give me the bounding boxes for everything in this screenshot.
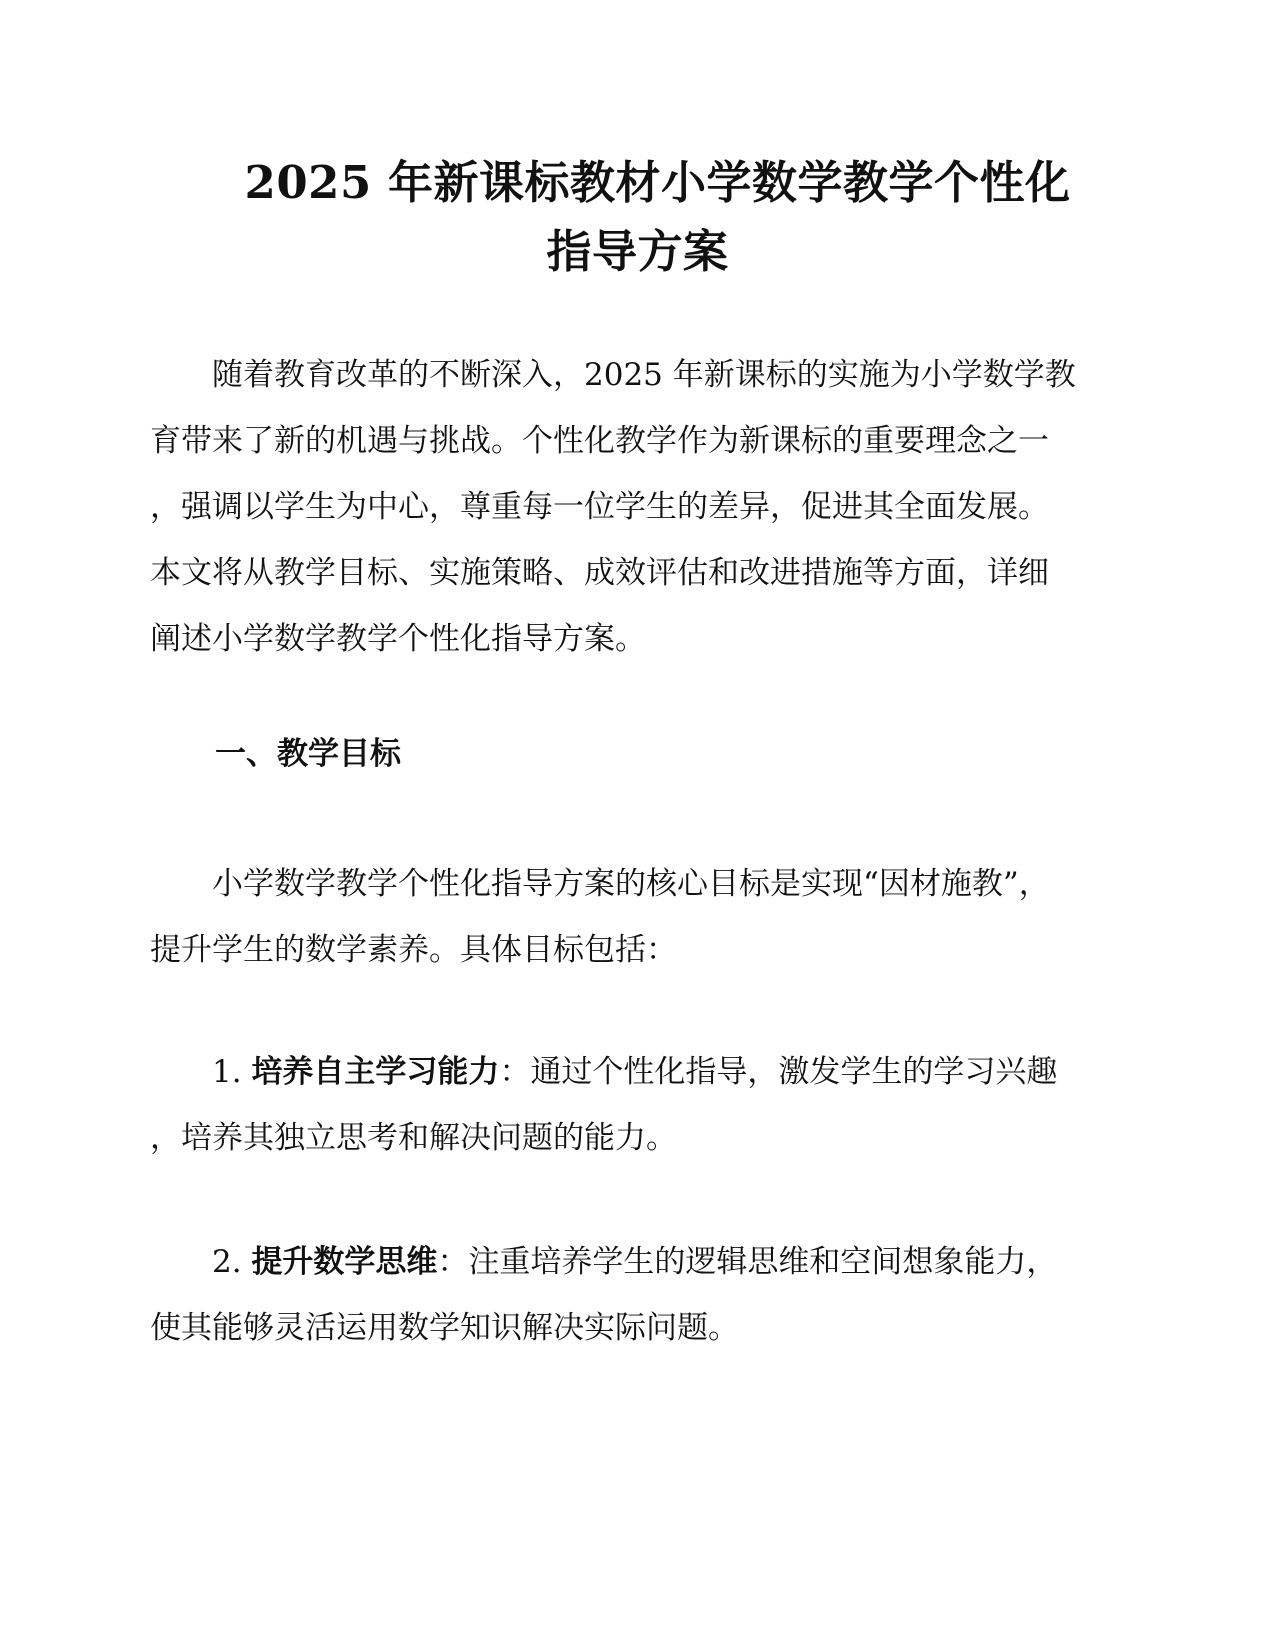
goals-paragraph: [150, 851, 1120, 983]
goal-item-colon: ：: [499, 1054, 531, 1090]
intro-paragraph: [150, 342, 1120, 672]
intro-line: 本文将从教学目标、实施策略、成效评估和改进措施等方面，详细: [150, 555, 1049, 591]
document-title-line-2: 指导方案: [546, 225, 729, 278]
goal-item-label: 提升数学思维: [251, 1244, 438, 1280]
section-heading-teaching-goals: 一、教学目标: [215, 736, 401, 772]
document-title-line-1: 2025 年新课标教材小学数学教学个性化: [244, 156, 1071, 209]
goal-item-1: [150, 1039, 1120, 1171]
goals-line: 提升学生的数学素养。具体目标包括：: [150, 932, 677, 968]
goal-item-text-continued: 使其能够灵活运用数学知识解决实际问题。: [150, 1310, 739, 1346]
intro-line: 阐述小学数学教学个性化指导方案。: [150, 621, 646, 657]
goal-item-label: 培养自主学习能力: [251, 1054, 500, 1090]
goal-item-number: 2.: [212, 1244, 242, 1280]
goal-item-number: 1.: [212, 1054, 242, 1090]
goal-item-text: 注重培养学生的逻辑思维和空间想象能力，: [468, 1244, 1058, 1280]
intro-line: 育带来了新的机遇与挑战。个性化教学作为新课标的重要理念之一: [150, 423, 1049, 459]
goal-item-text-continued: ，培养其独立思考和解决问题的能力。: [150, 1120, 677, 1156]
goal-item-text: 通过个性化指导，激发学生的学习兴趣: [530, 1054, 1058, 1090]
goal-item-colon: ：: [437, 1244, 469, 1280]
intro-line: ，强调以学生为中心，尊重每一位学生的差异，促进其全面发展。: [150, 489, 1049, 525]
goal-item-2: [150, 1229, 1120, 1361]
intro-line: 随着教育改革的不断深入，2025 年新课标的实施为小学数学教: [212, 357, 1076, 393]
goals-line: 小学数学教学个性化指导方案的核心目标是实现“因材施教”，: [212, 866, 1050, 902]
